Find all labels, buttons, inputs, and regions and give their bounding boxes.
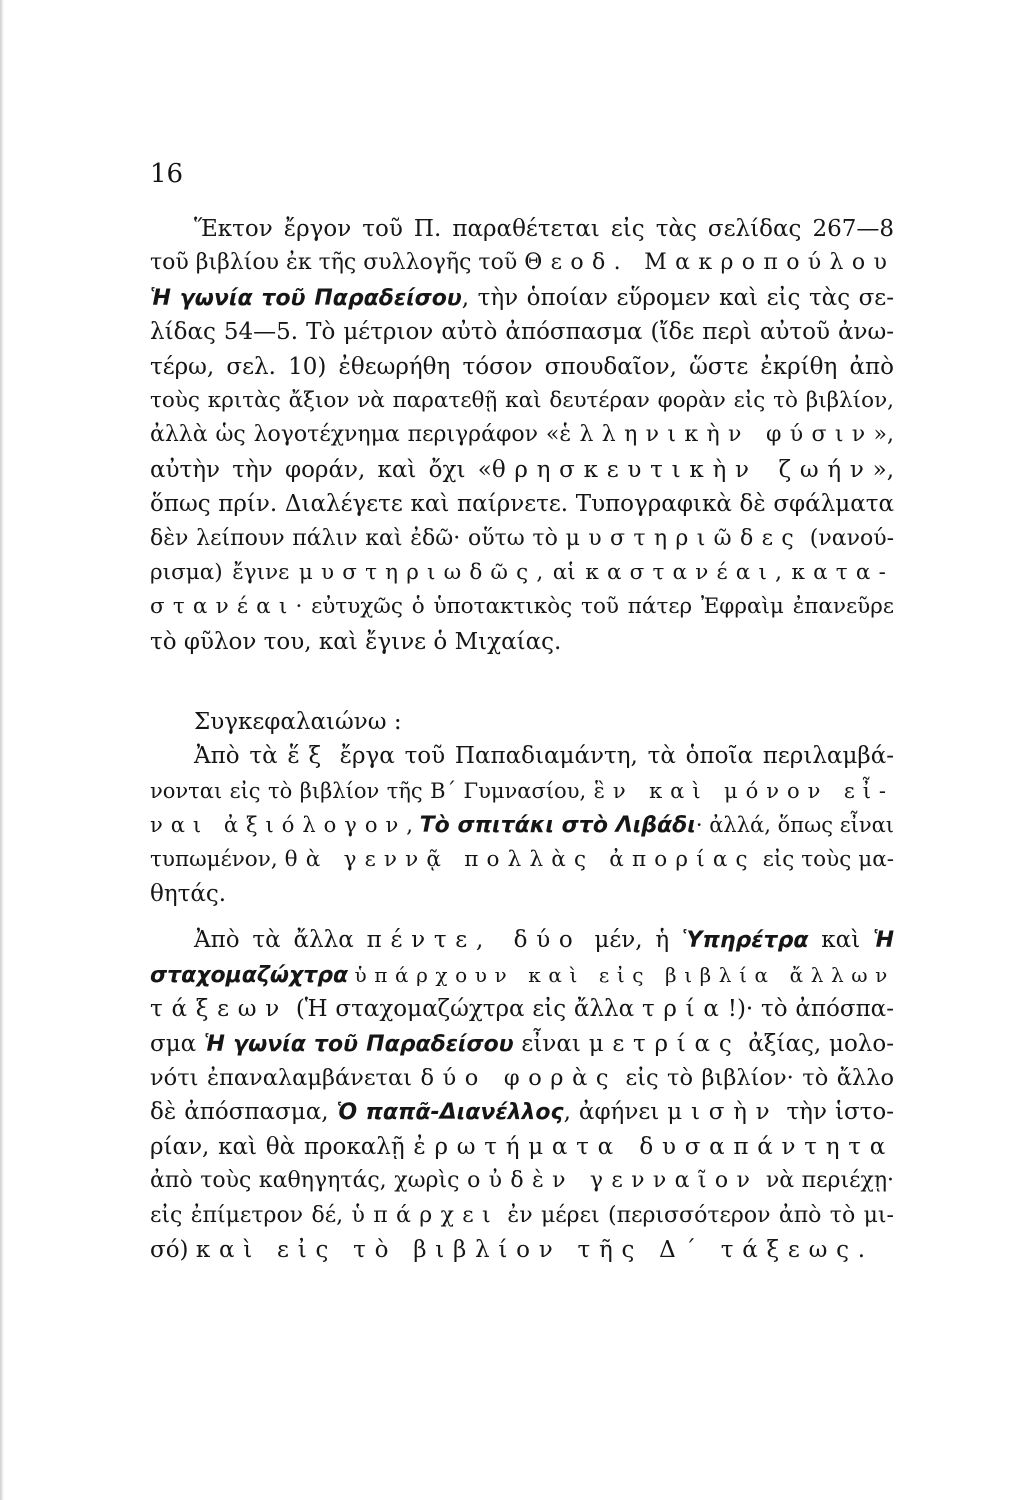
spaced-phrase: καστανέαι bbox=[585, 559, 776, 585]
paragraph-1-line-4: λίδας 54—5. Τὸ μέτριον αὐτὸ ἀπόσπασμα (ἴδε περὶ αὐτοῦ ἀνω- bbox=[150, 319, 894, 346]
paragraph-3-line-6: δὲ ἀπόσπασμα, Ὁ παπᾶ-Διανέλλος, ἀφήνει μισὴν τὴν ἱστο- bbox=[150, 1099, 895, 1126]
paragraph-2-line-2: νονται εἰς τὸ βιβλίον τῆς Β΄ Γυμνασίου, ἓν καὶ μόνον εἶ- bbox=[150, 778, 894, 803]
work-title: Ἡ γωνία τοῦ Παραδείσου bbox=[150, 285, 462, 311]
summary-heading: Συγκεφαλαιώνω : bbox=[194, 709, 402, 736]
spaced-phrase: τάξεων bbox=[150, 996, 289, 1023]
paragraph-1-line-13: τὸ φῦλον του, καὶ ἔγινε ὁ Μιχαίας. bbox=[150, 628, 562, 655]
paragraph-2-line-5: θητάς. bbox=[150, 881, 227, 908]
spaced-phrase: ἐρωτήματα δυσαπάντητα bbox=[413, 1133, 894, 1160]
paragraph-1-line-12: στανέαι· εὐτυχῶς ὁ ὑποτακτικὸς τοῦ πάτερ Ἐφραὶμ ἐπανεῦρε bbox=[150, 594, 894, 620]
paragraph-3-line-1: Ἀπὸ τὰ ἄλλα πέντε, δύο μέν, ἡ Ὑπηρέτρα καὶ Ἡ bbox=[194, 927, 895, 954]
spaced-phrase: μυστηριῶδες bbox=[565, 525, 803, 551]
work-title: Τὸ σπιτάκι στὸ Λιβάδι bbox=[419, 813, 696, 839]
spaced-phrase: ὑπάρχει bbox=[351, 1202, 499, 1228]
paragraph-3-line-5: νότι ἐπαναλαμβάνεται δύο φορὰς εἰς τὸ βιβλίον· τὸ ἄλλο bbox=[150, 1064, 894, 1091]
paragraph-3-line-2 bbox=[150, 958, 894, 992]
author-name-spaced: Θεοδ. Μακροπούλου bbox=[524, 250, 896, 276]
spaced-phrase: ὑπάρχουν καὶ εἰς βιβλία ἄλλων bbox=[354, 962, 895, 987]
paragraph-3-line-7: ρίαν, καὶ θὰ προκαλῇ ἐρωτήματα δυσαπάντητα bbox=[150, 1133, 894, 1160]
paragraph-1-line-5: τέρω, σελ. 10) ἐθεωρήθη τόσον σπουδαῖον, ὥστε ἐκρίθη ἀπὸ bbox=[150, 353, 894, 380]
spaced-phrase: καὶ εἰς τὸ βιβλίον τῆς Δ΄ τάξεως bbox=[195, 1236, 858, 1263]
paragraph-1-line-11: ρισμα) ἔγινε μυστηριωδῶς, αἱ καστανέαι, κατα- bbox=[150, 559, 894, 585]
spaced-phrase: μυστηριωδῶς bbox=[298, 559, 537, 585]
paragraph-2-line-4: τυπωμένον, θὰ γεννᾷ πολλὰς ἀπορίας εἰς τοὺς μα- bbox=[150, 846, 894, 872]
work-title: Ἡ bbox=[873, 928, 895, 954]
spaced-phrase: τρία bbox=[641, 996, 728, 1023]
paragraph-1-line-2: τοῦ βιβλίου ἐκ τῆς συλλογῆς τοῦ Θεοδ. Μακροπούλου bbox=[150, 250, 896, 276]
text-block bbox=[150, 212, 894, 1267]
spaced-phrase: ἑλληνικὴν φύσιν bbox=[559, 422, 874, 448]
spaced-phrase: θρησκευτικὴν ζωήν bbox=[491, 456, 873, 483]
spaced-phrase: κατα- bbox=[791, 559, 894, 585]
spaced-phrase: ναι ἀξιόλογον bbox=[150, 813, 407, 838]
paragraph-2-line-3: ναι ἀξιόλογον, Τὸ σπιτάκι στὸ Λιβάδι· ἀλλά, ὅπως εἶναι bbox=[150, 813, 895, 839]
spaced-phrase: μισὴν bbox=[667, 1099, 779, 1126]
paragraph-1-line-7: ἀλλὰ ὡς λογοτέχνημα περιγράφον «ἑλληνικὴν φύσιν», bbox=[150, 422, 894, 448]
spaced-phrase: θὰ γεννᾷ πολλὰς ἀπορίας bbox=[284, 846, 756, 872]
paragraph-1-line-8: αὐτὴν τὴν φοράν, καὶ ὄχι «θρησκευτικὴν ζωήν», bbox=[150, 456, 895, 483]
paragraph-3-line-3: τάξεων (Ἡ σταχομαζώχτρα εἰς ἄλλα τρία!)· τὸ ἀπόσπα- bbox=[150, 996, 894, 1023]
work-title: Ὑπηρέτρα bbox=[682, 928, 809, 954]
paragraph-1-line-10: δὲν λείπουν πάλιν καὶ ἐδῶ· οὕτω τὸ μυστηριῶδες (νανού- bbox=[150, 525, 894, 551]
paragraph-3-line-10: σό) καὶ εἰς τὸ βιβλίον τῆς Δ΄ τάξεως. bbox=[150, 1236, 866, 1263]
spaced-phrase: πέντε, δύο bbox=[366, 927, 582, 954]
paragraph-1-line-9: ὅπως πρίν. Διαλέγετε καὶ παίρνετε. Τυπογραφικὰ δὲ σφάλματα bbox=[150, 491, 894, 518]
work-title: Ἡ γωνία τοῦ Παραδείσου bbox=[204, 1031, 514, 1057]
paragraph-3-line-4: σμα Ἡ γωνία τοῦ Παραδείσου εἶναι μετρίας ἀξίας, μολο- bbox=[150, 1030, 895, 1057]
paragraph-gap bbox=[150, 911, 894, 923]
paragraph-2-line-1: Ἀπὸ τὰ ἕξ ἔργα τοῦ Παπαδιαμάντη, τὰ ὁποῖα περιλαμβά- bbox=[194, 743, 894, 770]
spaced-phrase: δύο φορὰς bbox=[420, 1064, 617, 1091]
spaced-phrase: στανέαι bbox=[150, 594, 296, 620]
paragraph-1-line-6: τοὺς κριτὰς ἄξιον νὰ παρατεθῇ καὶ δευτέραν φορὰν εἰς τὸ βιβλίον, bbox=[150, 387, 894, 413]
page-number: 16 bbox=[150, 159, 184, 189]
spaced-phrase: μετρίας bbox=[588, 1030, 741, 1057]
page-edge-shadow bbox=[0, 0, 4, 1500]
work-title: σταχομαζώχτρα bbox=[150, 962, 349, 988]
spaced-phrase: ἓν καὶ μόνον εἶ- bbox=[593, 778, 894, 803]
paragraph-1-line-1: Ἕκτον ἔργον τοῦ Π. παραθέτεται εἰς τὰς σελίδας 267—8 bbox=[194, 216, 894, 242]
spaced-phrase: ἕξ bbox=[287, 743, 330, 770]
paragraph-3-line-9: εἰς ἐπίμετρον δέ, ὑπάρχει ἐν μέρει (περισσότερον ἀπὸ τὸ μι- bbox=[150, 1202, 894, 1228]
work-title: Ὁ παπᾶ-Διανέλλος bbox=[336, 1100, 564, 1126]
spaced-phrase: οὐδὲν γενναῖον bbox=[467, 1168, 759, 1194]
section-gap bbox=[150, 659, 894, 705]
paragraph-3-line-8: ἀπὸ τοὺς καθηγητάς, χωρὶς οὐδὲν γενναῖον νὰ περιέχῃ· bbox=[150, 1168, 894, 1194]
paragraph-1-line-3: Ἡ γωνία τοῦ Παραδείσου, τὴν ὁποίαν εὕρομεν καὶ εἰς τὰς σε- bbox=[150, 284, 894, 311]
